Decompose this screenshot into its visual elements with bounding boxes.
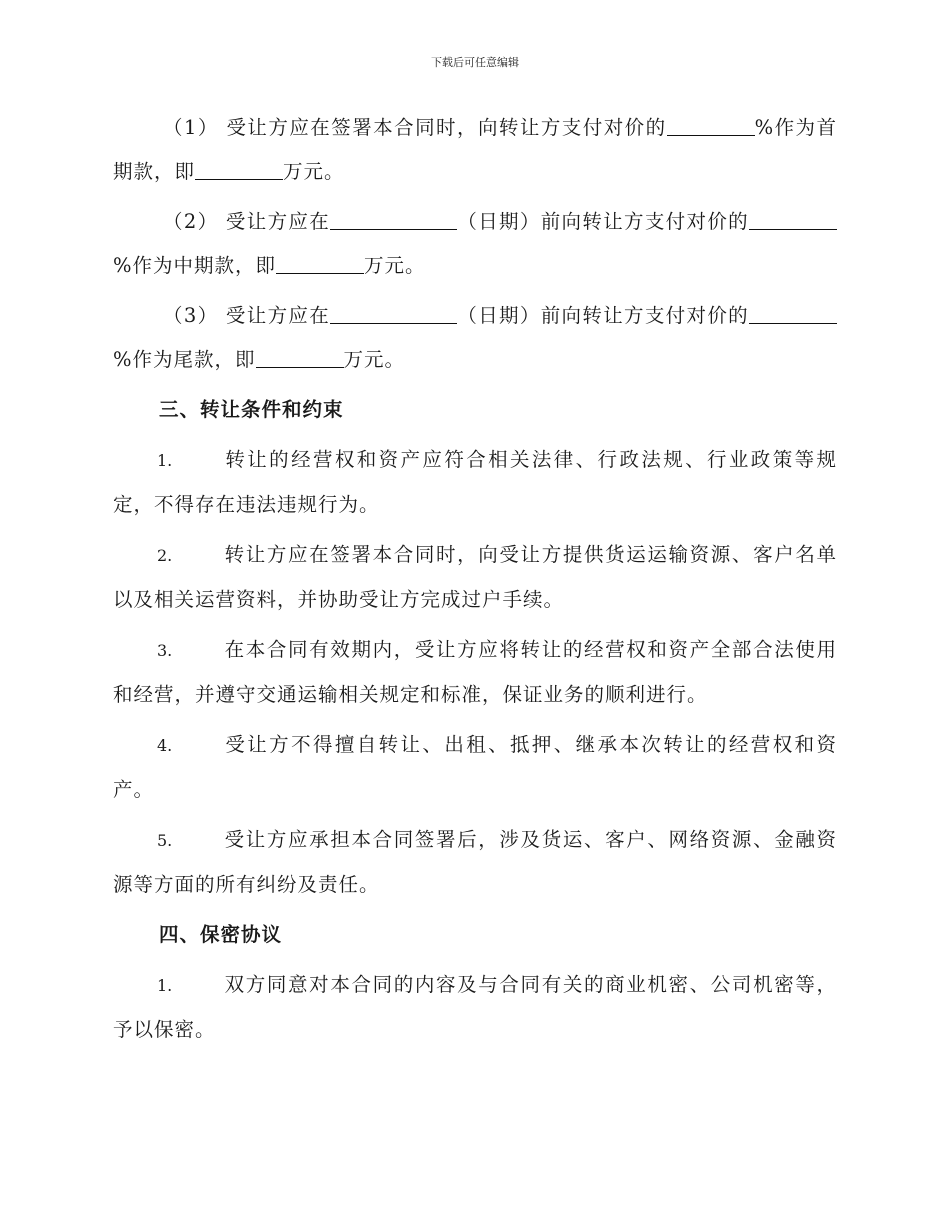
item-number: 3. <box>157 641 173 660</box>
blank-amount-3[interactable] <box>256 347 344 368</box>
payment-clause-3 <box>113 294 837 382</box>
item-text: 在本合同有效期内，受让方应将转让的经营权和资产全部合法使用和经营，并遵守交通运输相关规定和标准，保证业务的顺利进行。 <box>113 638 837 706</box>
section-3-item-1 <box>113 438 837 527</box>
section-3-item-2 <box>113 533 837 622</box>
payment-3-suffix: 万元。 <box>343 348 406 371</box>
section-4-heading: 四、保密协议 <box>159 923 283 946</box>
payment-2-prefix: （2） 受让方应在 <box>163 210 331 233</box>
blank-percent-2[interactable] <box>749 209 837 230</box>
payment-3-mid1: （日期）前向转让方支付对价的 <box>457 304 749 327</box>
section-3-item-4 <box>113 723 837 812</box>
payment-2-mid2: %作为中期款，即 <box>113 254 277 277</box>
payment-clause-1 <box>113 106 837 194</box>
section-4-item-1 <box>113 963 837 1052</box>
item-number: 1. <box>157 976 173 995</box>
item-number: 1. <box>157 451 173 470</box>
item-number: 5. <box>157 831 173 850</box>
document-body <box>113 106 837 1058</box>
item-text: 受让方不得擅自转让、出租、抵押、继承本次转让的经营权和资产。 <box>113 733 837 801</box>
item-text: 受让方应承担本合同签署后，涉及货运、客户、网络资源、金融资源等方面的所有纠纷及责任。 <box>113 828 837 896</box>
section-3-item-3 <box>113 628 837 717</box>
payment-3-prefix: （3） 受让方应在 <box>163 304 331 327</box>
page-header-note: 下载后可任意编辑 <box>431 56 519 69</box>
section-3-item-5 <box>113 818 837 907</box>
payment-3-mid2: %作为尾款，即 <box>113 348 256 371</box>
item-text: 转让方应在签署本合同时，向受让方提供货运运输资源、客户名单以及相关运营资料，并协助受让方完成过户手续。 <box>113 543 837 611</box>
section-3-heading: 三、转让条件和约束 <box>159 398 344 421</box>
payment-2-suffix: 万元。 <box>364 254 426 277</box>
payment-1-suffix: 万元。 <box>283 160 345 183</box>
item-text: 转让的经营权和资产应符合相关法律、行政法规、行业政策等规定，不得存在违法违规行为。 <box>113 448 837 516</box>
item-number: 4. <box>157 736 173 755</box>
blank-date-2[interactable] <box>330 209 457 230</box>
payment-2-mid1: （日期）前向转让方支付对价的 <box>457 210 749 233</box>
payment-clause-2 <box>113 200 837 288</box>
item-text: 双方同意对本合同的内容及与合同有关的商业机密、公司机密等，予以保密。 <box>113 973 837 1041</box>
item-number: 2. <box>157 546 173 565</box>
blank-percent-3[interactable] <box>749 303 837 324</box>
blank-date-3[interactable] <box>330 303 457 324</box>
payment-1-prefix: （1） 受让方应在签署本合同时，向转让方支付对价的 <box>163 116 667 139</box>
blank-amount-2[interactable] <box>276 253 364 274</box>
blank-amount-1[interactable] <box>195 159 283 180</box>
blank-percent-1[interactable] <box>667 115 755 136</box>
payment-1-mid: %作为首期款，即 <box>113 116 838 183</box>
